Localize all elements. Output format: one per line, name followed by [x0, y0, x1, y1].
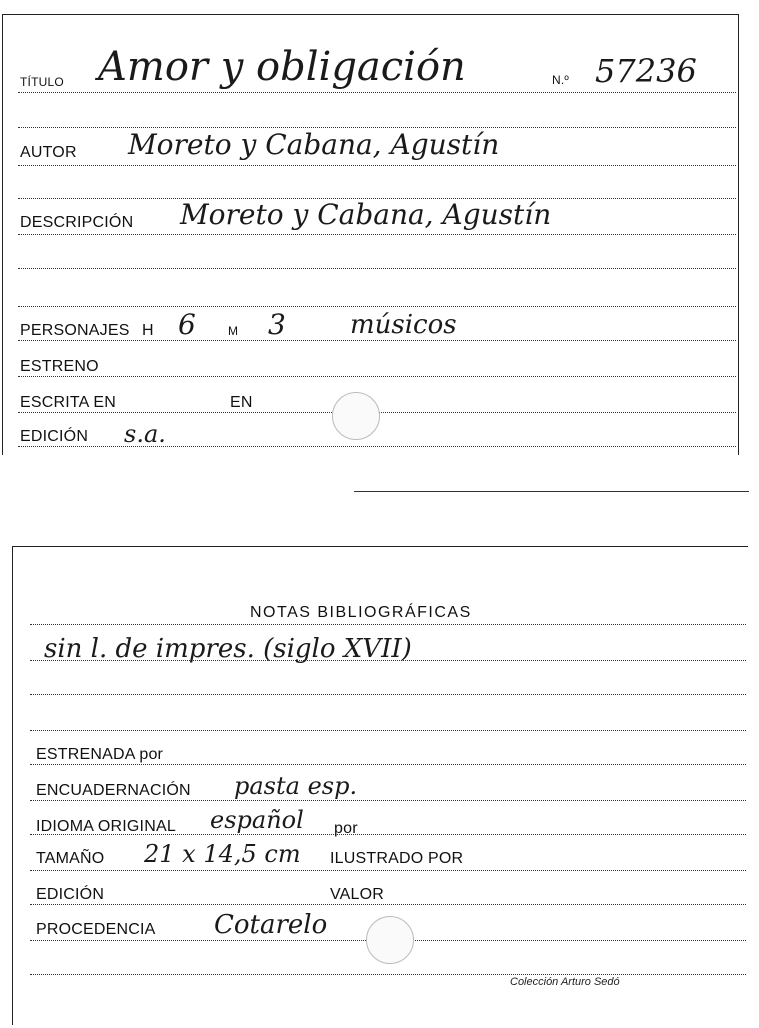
- autor-value: Moreto y Cabana, Agustín: [128, 128, 500, 161]
- rule: [30, 730, 746, 731]
- estrenada-label: ESTRENADA por: [36, 746, 164, 763]
- rule: [30, 870, 746, 871]
- idioma-label: IDIOMA ORIGINAL: [36, 818, 176, 835]
- titulo-label: TÍTULO: [20, 75, 64, 89]
- punch-hole: [332, 392, 380, 440]
- en-label: EN: [230, 394, 253, 411]
- rule: [30, 974, 746, 975]
- edicion-value: s.a.: [124, 420, 166, 448]
- tamano-value: 21 x 14,5 cm: [144, 840, 301, 868]
- notas-label: NOTAS BIBLIOGRÁFICAS: [250, 604, 472, 621]
- rule: [30, 694, 746, 695]
- escrita-label: ESCRITA EN: [20, 394, 116, 411]
- rule: [30, 624, 746, 625]
- por-label: por: [334, 820, 358, 837]
- h-label: H: [142, 322, 154, 339]
- coleccion-stamp: Colección Arturo Sedó: [510, 976, 620, 988]
- encuadernacion-value: pasta esp.: [234, 772, 358, 800]
- numero-value: 57236: [595, 52, 697, 90]
- rule: [18, 306, 736, 307]
- rule: [18, 268, 736, 269]
- tamano-label: TAMAÑO: [36, 850, 105, 867]
- valor-label: VALOR: [330, 886, 385, 903]
- h-value: 6: [178, 308, 196, 341]
- idioma-value: español: [210, 806, 304, 834]
- notas-value: sin l. de impres. (siglo XVII): [44, 634, 412, 664]
- titulo-value: Amor y obligación: [98, 44, 466, 90]
- musicos-value: músicos: [350, 310, 457, 340]
- rule: [18, 376, 736, 377]
- rule: [18, 165, 736, 166]
- divider-line: [354, 491, 749, 492]
- rule: [30, 904, 746, 905]
- personajes-label: PERSONAJES: [20, 322, 130, 339]
- numero-label: N.º: [552, 73, 569, 87]
- punch-hole: [366, 916, 414, 964]
- m-label: M: [228, 324, 239, 338]
- procedencia-label: PROCEDENCIA: [36, 921, 156, 938]
- rule: [30, 800, 746, 801]
- rule: [18, 92, 736, 93]
- ilustrado-label: ILUSTRADO POR: [330, 850, 464, 867]
- rule: [18, 234, 736, 235]
- procedencia-value: Cotarelo: [214, 910, 328, 940]
- m-value: 3: [268, 308, 286, 341]
- descripcion-label: DESCRIPCIÓN: [20, 214, 134, 231]
- descripcion-value: Moreto y Cabana, Agustín: [180, 198, 552, 231]
- autor-label: AUTOR: [20, 144, 77, 161]
- edicion-label: EDICIÓN: [20, 428, 89, 445]
- rule: [30, 764, 746, 765]
- estreno-label: ESTRENO: [20, 358, 99, 375]
- encuadernacion-label: ENCUADERNACIÓN: [36, 782, 191, 799]
- edicion-label-2: EDICIÓN: [36, 886, 105, 903]
- rule: [18, 340, 736, 341]
